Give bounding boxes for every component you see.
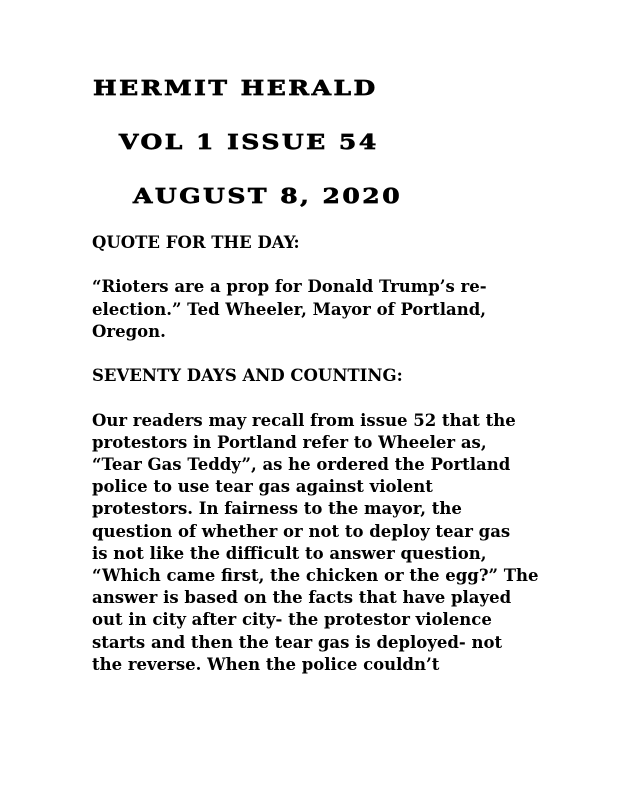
article-line: answer is based on the facts that have played (92, 588, 512, 608)
masthead-volume: VOL 1 ISSUE 54 (119, 130, 379, 154)
quote-line: “Rioters are a prop for Donald Trump’s re- (92, 277, 487, 297)
article-line: question of whether or not to deploy tear gas (92, 521, 511, 541)
article-line: protestors. In fairness to the mayor, the (92, 499, 462, 519)
article-line: is not like the difficult to answer question, (92, 543, 487, 563)
quote-heading: QUOTE FOR THE DAY: (92, 233, 300, 252)
article-line: out in city after city- the protestor violence (92, 610, 492, 630)
article-text (92, 410, 572, 676)
quote-line: election.” Ted Wheeler, Mayor of Portland, (92, 299, 486, 319)
article-line: starts and then the tear gas is deployed- not (92, 632, 503, 652)
article-line: protestors in Portland refer to Wheeler as, (92, 432, 487, 452)
document-body (92, 232, 572, 698)
article-line: the reverse. When the police couldn’t (92, 654, 440, 674)
masthead-date: AUGUST 8, 2020 (133, 184, 403, 208)
article-heading: SEVENTY DAYS AND COUNTING: (92, 366, 403, 386)
article-line: Our readers may recall from issue 52 that the (92, 410, 516, 430)
article-line: “Tear Gas Teddy”, as he ordered the Portland (92, 454, 511, 474)
masthead-title: HERMIT HERALD (93, 76, 378, 100)
article-line: police to use tear gas against violent (92, 477, 433, 497)
article-line: “Which came first, the chicken or the egg?” The (92, 566, 539, 585)
quote-line: Oregon. (92, 321, 166, 341)
quote-text (92, 276, 572, 343)
